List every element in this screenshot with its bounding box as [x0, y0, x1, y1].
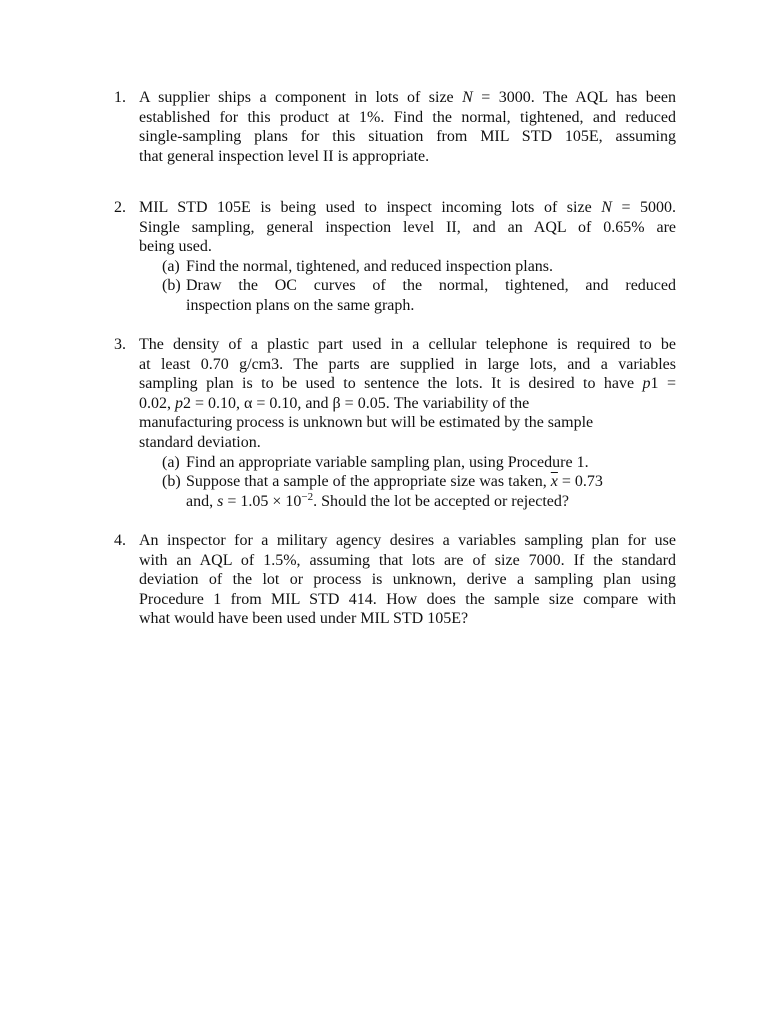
problem-2: [114, 198, 676, 316]
problem-number: 4.: [114, 532, 126, 549]
sub-part-a: [162, 257, 676, 277]
sub-part-a: [162, 453, 676, 473]
text-line: and, $s = 1.05 \times 10^{-2}$. Should the lot be accepted or rejected?: [186, 490, 569, 510]
text-line: MIL STD 105E is being used to inspect incoming lots of size N = 5000.: [139, 199, 676, 216]
problem-text: [139, 335, 676, 511]
problem-number: 1.: [114, 89, 126, 106]
problem-3: [114, 335, 676, 511]
text-line: Find an appropriate variable sampling plan, using Procedure 1.: [186, 453, 589, 471]
sample-mean-symbol: $\overline{x}$: [550, 473, 558, 491]
text-line: A supplier ships a component in lots of size N = 3000. The AQL has been: [139, 89, 677, 106]
text-line: inspection plans on the same graph.: [186, 296, 415, 314]
text-line: Single sampling, general inspection level II, and an AQL of 0.65% are: [139, 218, 676, 236]
sub-part-label: (b): [162, 277, 181, 295]
sub-part-b: [162, 276, 676, 315]
problem-number: 3.: [114, 336, 126, 353]
text-line: being used.: [139, 238, 212, 256]
text-line: The density of a plastic part used in a cellular telephone is required to be: [139, 336, 676, 353]
text-line: at least 0.70 g/cm3. The parts are supplied in large lots, and a variables: [139, 355, 676, 373]
text-line: with an AQL of 1.5%, assuming that lots are of size 7000. If the standard: [139, 551, 676, 569]
problem-number: 2.: [114, 199, 126, 216]
problem-text: [139, 198, 676, 316]
problem-4: [114, 531, 676, 629]
problem-text: [139, 88, 676, 166]
text-line: Procedure 1 from MIL STD 414. How does the sample size compare with: [139, 590, 676, 608]
text-line: sampling plan is to be used to sentence the lots. It is desired to have p1 =: [139, 375, 676, 393]
sub-part-label: (a): [162, 453, 180, 471]
sub-part-label: (a): [162, 257, 180, 275]
text-line: 0.02, p2 = 0.10, α = 0.10, and β = 0.05. The variability of the: [139, 394, 530, 412]
problem-text: [139, 531, 676, 629]
sub-part-b: [162, 472, 676, 511]
text-line: An inspector for a military agency desires a variables sampling plan for use: [139, 532, 676, 549]
text-line: that general inspection level II is appropriate.: [139, 147, 430, 165]
text-line: Find the normal, tightened, and reduced inspection plans.: [186, 257, 554, 275]
text-line: what would have been used under MIL STD 105E?: [139, 610, 469, 628]
text-line: standard deviation.: [139, 433, 261, 451]
text-line: Draw the OC curves of the normal, tightened, and reduced: [186, 277, 676, 295]
text-line: deviation of the lot or process is unknown, derive a sampling plan using: [139, 571, 676, 589]
text-line: established for this product at 1%. Find the normal, tightened, and reduced: [139, 108, 676, 126]
sub-part-label: (b): [162, 473, 181, 491]
problem-1: [114, 88, 676, 166]
text-line: Suppose that a sample of the appropriate size was taken, $\overline{x} = 0.73$: [186, 473, 603, 491]
text-line: manufacturing process is unknown but will be estimated by the sample: [139, 414, 594, 432]
text-line: single-sampling plans for this situation from MIL STD 105E, assuming: [139, 128, 676, 146]
